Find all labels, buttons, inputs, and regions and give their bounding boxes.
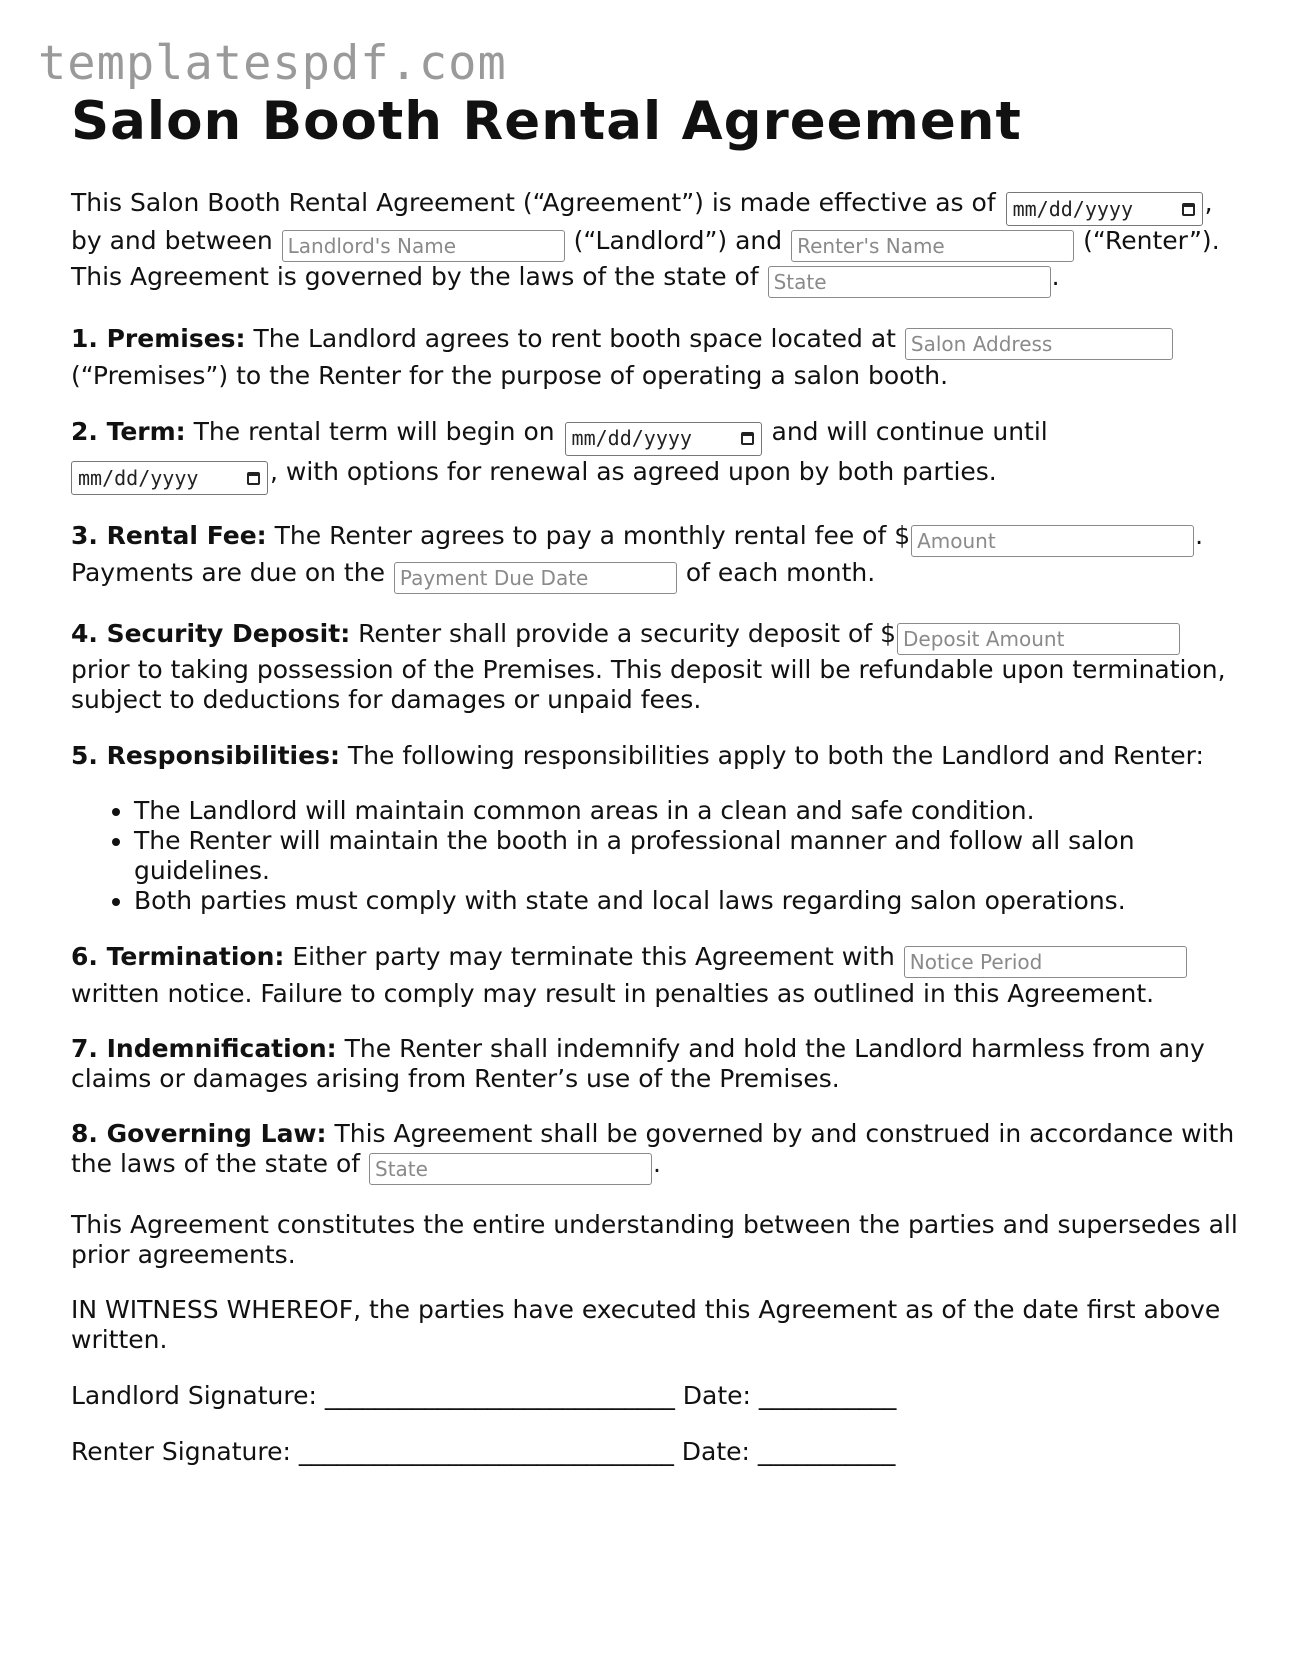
watermark: templatespdf.com — [38, 36, 507, 91]
section-heading: 5. Responsibilities: — [71, 741, 340, 770]
term-text: , with options for renewal as agreed upon by both parties. — [270, 456, 997, 486]
start-date-input[interactable] — [565, 422, 762, 456]
deposit-text: Renter shall provide a security deposit of $ — [358, 619, 897, 648]
security-deposit-section — [71, 619, 1241, 715]
section-heading: 1. Premises: — [71, 324, 246, 353]
governing-law-text: This Agreement shall be governed by and construed in accordance with the laws of the state of — [71, 1119, 1235, 1178]
witness-paragraph: IN WITNESS WHEREOF, the parties have executed this Agreement as of the date first above written. — [71, 1295, 1221, 1354]
premises-text: (“Premises”) to the Renter for the purpose of operating a salon booth. — [71, 361, 949, 390]
intro-text: (“Renter”). — [1083, 226, 1220, 255]
governing-state-input[interactable] — [369, 1153, 652, 1185]
intro-text: by and between — [71, 226, 273, 255]
landlord-signature-line: Landlord Signature: ____________________________ Date: ___________ — [71, 1381, 897, 1410]
section-heading: 7. Indemnification: — [71, 1034, 337, 1063]
calendar-icon[interactable] — [247, 472, 260, 485]
responsibilities-section — [71, 740, 1241, 771]
list-item: • The Landlord will maintain common areas in a clean and safe condition. — [134, 796, 1241, 826]
payment-due-date-input[interactable] — [394, 562, 677, 594]
state-input[interactable] — [768, 266, 1051, 298]
effective-date-input[interactable] — [1006, 192, 1203, 226]
landlord-name-input[interactable] — [282, 230, 565, 262]
agreement-document — [71, 88, 1241, 1492]
list-item: • The Renter will maintain the booth in a professional manner and follow all salon guidelines. — [134, 826, 1241, 886]
governing-law-period: . — [653, 1149, 661, 1178]
responsibilities-text: The following responsibilities apply to both the Landlord and Renter: — [347, 741, 1204, 770]
rental-fee-period: . — [1195, 521, 1204, 550]
end-date-input[interactable] — [71, 461, 268, 495]
start-date-placeholder: mm/dd/yyyy — [571, 426, 692, 450]
termination-text: Either party may terminate this Agreement with — [292, 942, 895, 971]
rental-fee-section — [71, 520, 1241, 594]
rental-amount-input[interactable] — [911, 525, 1194, 557]
page-title: Salon Booth Rental Agreement — [71, 91, 1022, 152]
section-heading: 2. Term: — [71, 417, 186, 446]
section-heading: 6. Termination: — [71, 942, 285, 971]
responsibilities-list — [71, 796, 1241, 916]
intro-period: . — [1051, 262, 1060, 291]
intro-text: This Salon Booth Rental Agreement (“Agreement”) is made effective as of — [71, 188, 996, 217]
renter-signature-line: Renter Signature: ______________________________ Date: ___________ — [71, 1437, 896, 1466]
intro-text: (“Landlord”) and — [573, 226, 783, 255]
term-text: The rental term will begin on — [193, 417, 555, 446]
rental-fee-text: The Renter agrees to pay a monthly rental fee of $ — [274, 521, 911, 550]
intro-paragraph — [71, 188, 1241, 298]
term-section — [71, 416, 1241, 495]
termination-text: written notice. Failure to comply may result in penalties as outlined in this Agreement. — [71, 979, 1155, 1008]
term-text: and will continue until — [771, 417, 1048, 446]
intro-comma: , — [1204, 188, 1213, 217]
end-date-placeholder: mm/dd/yyyy — [78, 465, 199, 490]
rental-fee-text: Payments are due on the — [71, 558, 385, 587]
premises-text: The Landlord agrees to rent booth space located at — [253, 324, 896, 353]
governing-law-section — [71, 1119, 1241, 1185]
section-heading: 3. Rental Fee: — [71, 521, 267, 550]
list-item: • Both parties must comply with state and local laws regarding salon operations. — [134, 886, 1241, 916]
deposit-amount-input[interactable] — [897, 623, 1180, 655]
renter-name-input[interactable] — [791, 230, 1074, 262]
rental-fee-text: of each month. — [685, 558, 876, 587]
section-heading: 8. Governing Law: — [71, 1119, 327, 1148]
entire-agreement-paragraph: This Agreement constitutes the entire understanding between the parties and supersedes all prior agreements. — [71, 1210, 1238, 1269]
notice-period-input[interactable] — [904, 946, 1187, 978]
salon-address-input[interactable] — [905, 328, 1173, 360]
section-heading: 4. Security Deposit: — [71, 619, 351, 648]
indemnification-text: The Renter shall indemnify and hold the Landlord harmless from any claims or damages arising from Renter’s use of the Premises. — [71, 1034, 1205, 1093]
deposit-text: prior to taking possession of the Premises. This deposit will be refundable upon termination, subject to deductions for damages or unpaid fees. — [71, 655, 1226, 714]
calendar-icon[interactable] — [1182, 203, 1195, 216]
termination-section — [71, 941, 1241, 1009]
calendar-icon[interactable] — [741, 432, 754, 445]
premises-section — [71, 323, 1241, 391]
intro-text: This Agreement is governed by the laws of the state of — [71, 262, 759, 291]
effective-date-placeholder: mm/dd/yyyy — [1012, 197, 1133, 221]
indemnification-section — [71, 1034, 1241, 1094]
